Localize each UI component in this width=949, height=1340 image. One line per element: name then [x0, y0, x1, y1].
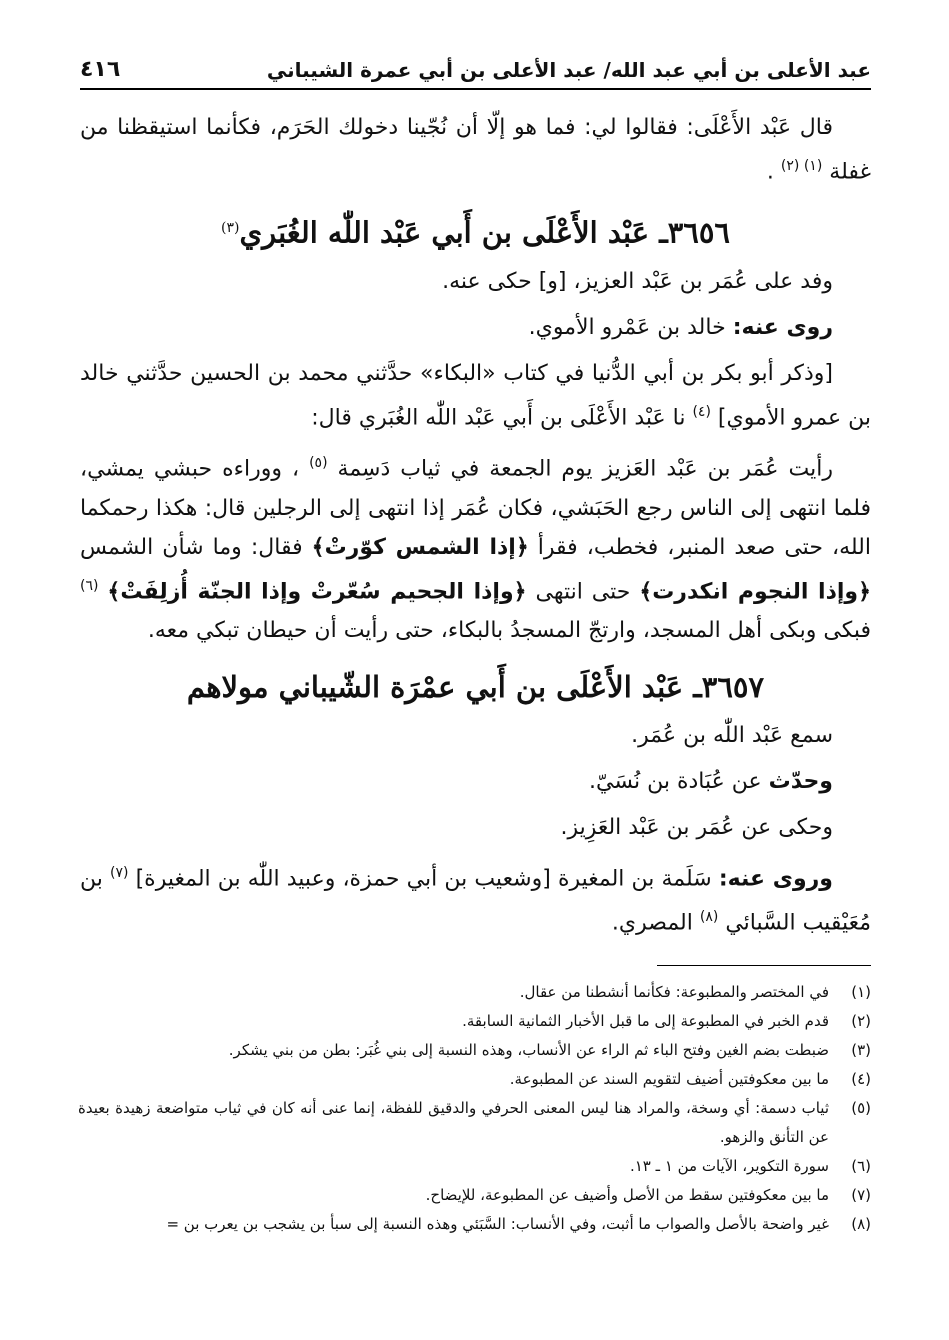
quran-quote: ﴿وإذا الجحيم سُعّرتْ وإذا الجنّة أُزلِفَتْ﴾ [107, 578, 527, 604]
footnote [78, 1181, 871, 1210]
entry-line: وحدّث عن عُبَادة بن نُسَيّ. [589, 768, 833, 794]
footnote [78, 1152, 871, 1181]
footnote-text: ما بين معكوفتين أضيف لتقويم السند عن المطبوعة. [509, 1070, 829, 1088]
quran-quote: ﴿إذا الشمس كوّرتْ﴾ [311, 534, 529, 560]
footnote-text: سورة التكوير، الآيات من ١ ـ ١٣. [629, 1157, 829, 1175]
page-body [80, 108, 871, 943]
page-header [80, 42, 871, 82]
entry-heading-3656: ٣٦٥٦ـ عَبْد الأَعْلَى بن أَبي عَبْد اللّٰه الغُبَري$^{(٣)}$ [221, 215, 730, 250]
footnote-text: ضبطت بضم الغين وفتح الباء ثم الراء عن الأنساب، وهذه النسبة إلى بني غُبَر: بطن من بني يشكر. [228, 1041, 829, 1059]
footnote-text: ثياب دسمة: أي وسخة، والمراد هنا ليس المعنى الحرفي والدقيق للفظة، إنما عنى أنه كان في ثياب متواضعة زهيدة بعيدة عن التأنق والزهو. [78, 1099, 829, 1146]
entry-line: سمع عَبْد اللّٰه بن عُمَر. [631, 722, 833, 748]
footnote-number: (٢) [851, 1012, 871, 1030]
narrators-label: روى عنه: [732, 314, 833, 340]
footnote-number: (٤) [851, 1070, 871, 1088]
footnote-ref: (٧) [110, 864, 129, 881]
entry-heading-3657: ٣٦٥٧ـ عَبْد الأَعْلَى بن أَبي عمْرَة الشّيباني مولاهم [186, 669, 765, 704]
footnote-text: في المختصر والمطبوعة: فكأنما أنشطنا من عقال. [519, 983, 829, 1001]
quran-quote: ﴿وإذا النجوم انكدرت﴾ [639, 578, 871, 604]
footnote-number: (٨) [851, 1215, 871, 1233]
entry-line: روى عنه: خالد بن عَمْرو الأموي. [528, 314, 833, 340]
footnote-text: قدم الخبر في المطبوعة إلى ما قبل الأخبار الثمانية السابقة. [462, 1012, 829, 1030]
footnote-ref: (١) (٢) [780, 158, 823, 174]
entry-line: وفد على عُمَر بن عَبْد العزيز، [و] حكى عنه. [442, 268, 833, 294]
narrators-label: وروى عنه: [718, 866, 833, 892]
footnote [78, 1036, 871, 1065]
footnote-ref: (٦) [80, 577, 99, 594]
narration-paragraph: رأيت عُمَر بن عَبْد العَزيز يوم الجمعة في ثياب دَسِمة $^{(٥)}$ ، ووراءه حبشي يمشي، فلما انتهى إلى الناس رجع الحَبَشي، فكان عُمَر إذا انتهى إلى الرجلين قال: هكذا رحمكما الله، حتى صعد المنبر، فخطب، فقرأ ﴿إذا الشمس كوّرتْ﴾ فقال: وما شأن الشمس ﴿وإذا النجوم انكدرت﴾ حتى انتهى ﴿وإذا الجحيم سُعّرتْ وإذا الجنّة أُزلِفَتْ﴾ $^{(٦)}$ فبكى وبكى أهل المسجد، وارتجّ المسجدُ بالبكاء، حتى رأيت أن حيطان تبكي معه. [80, 455, 871, 643]
footnote-number: (٧) [851, 1186, 871, 1204]
footnote-text: ما بين معكوفتين سقط من الأصل وأضيف عن المطبوعة، للإيضاح. [425, 1186, 829, 1204]
footnote [78, 978, 871, 1007]
footnote-number: (٥) [851, 1099, 871, 1117]
narrated-label: وحدّث [768, 768, 833, 794]
entry-line: وروى عنه: سَلَمة بن المغيرة [وشعيب بن أبي حمزة، وعبيد اللّٰه بن المغيرة] $^{(٧)}$ بن مُعَيْقيب السَّبائي $^{(٨)}$ المصري. [80, 864, 871, 936]
footnote-text: غير واضحة بالأصل والصواب ما أثبت، وفي الأنساب: السَّبَئي وهذه النسبة إلى سبأ بن يشجب بن يعرب بن = [166, 1215, 829, 1233]
paragraph-closing-story: قال عَبْد الأَعْلَى: فقالوا لي: فما هو إلّا أن نُجّينا دخولك الحَرَم، فكأنما استيقظنا من غفلة $^{(١) (٢)}$ . [80, 115, 871, 185]
footnote-ref: (٥) [309, 455, 328, 472]
isnad-paragraph: [وذكر أبو بكر بن أبي الدُّنيا في كتاب «البكاء» حدَّثني محمد بن الحسين حدَّثني خالد بن عمرو الأموي] $^{(٤)}$ نا عَبْد الأَعْلَى بن أَبي عَبْد اللّٰه الغُبَري قال: [80, 360, 871, 431]
footnote [78, 1065, 871, 1094]
footnote-number: (١) [851, 983, 871, 1001]
footnote [78, 1210, 871, 1239]
footnote-ref: (٨) [699, 909, 719, 926]
running-title: عبد الأعلى بن أبي عبد الله/ عبد الأعلى بن أبي عمرة الشيباني [266, 58, 871, 82]
header-divider [80, 88, 871, 90]
footnote [78, 1007, 871, 1036]
footnotes-divider [657, 965, 871, 966]
page-number: ٤١٦ [80, 57, 121, 82]
footnote [78, 1094, 871, 1152]
footnotes [78, 978, 871, 1239]
footnote-number: (٦) [851, 1157, 871, 1175]
footnote-ref: (٤) [692, 403, 711, 420]
footnote-number: (٣) [851, 1041, 871, 1059]
footnote-ref: (٣) [221, 220, 240, 237]
entry-line: وحكى عن عُمَر بن عَبْد العَزِيز. [560, 814, 833, 840]
